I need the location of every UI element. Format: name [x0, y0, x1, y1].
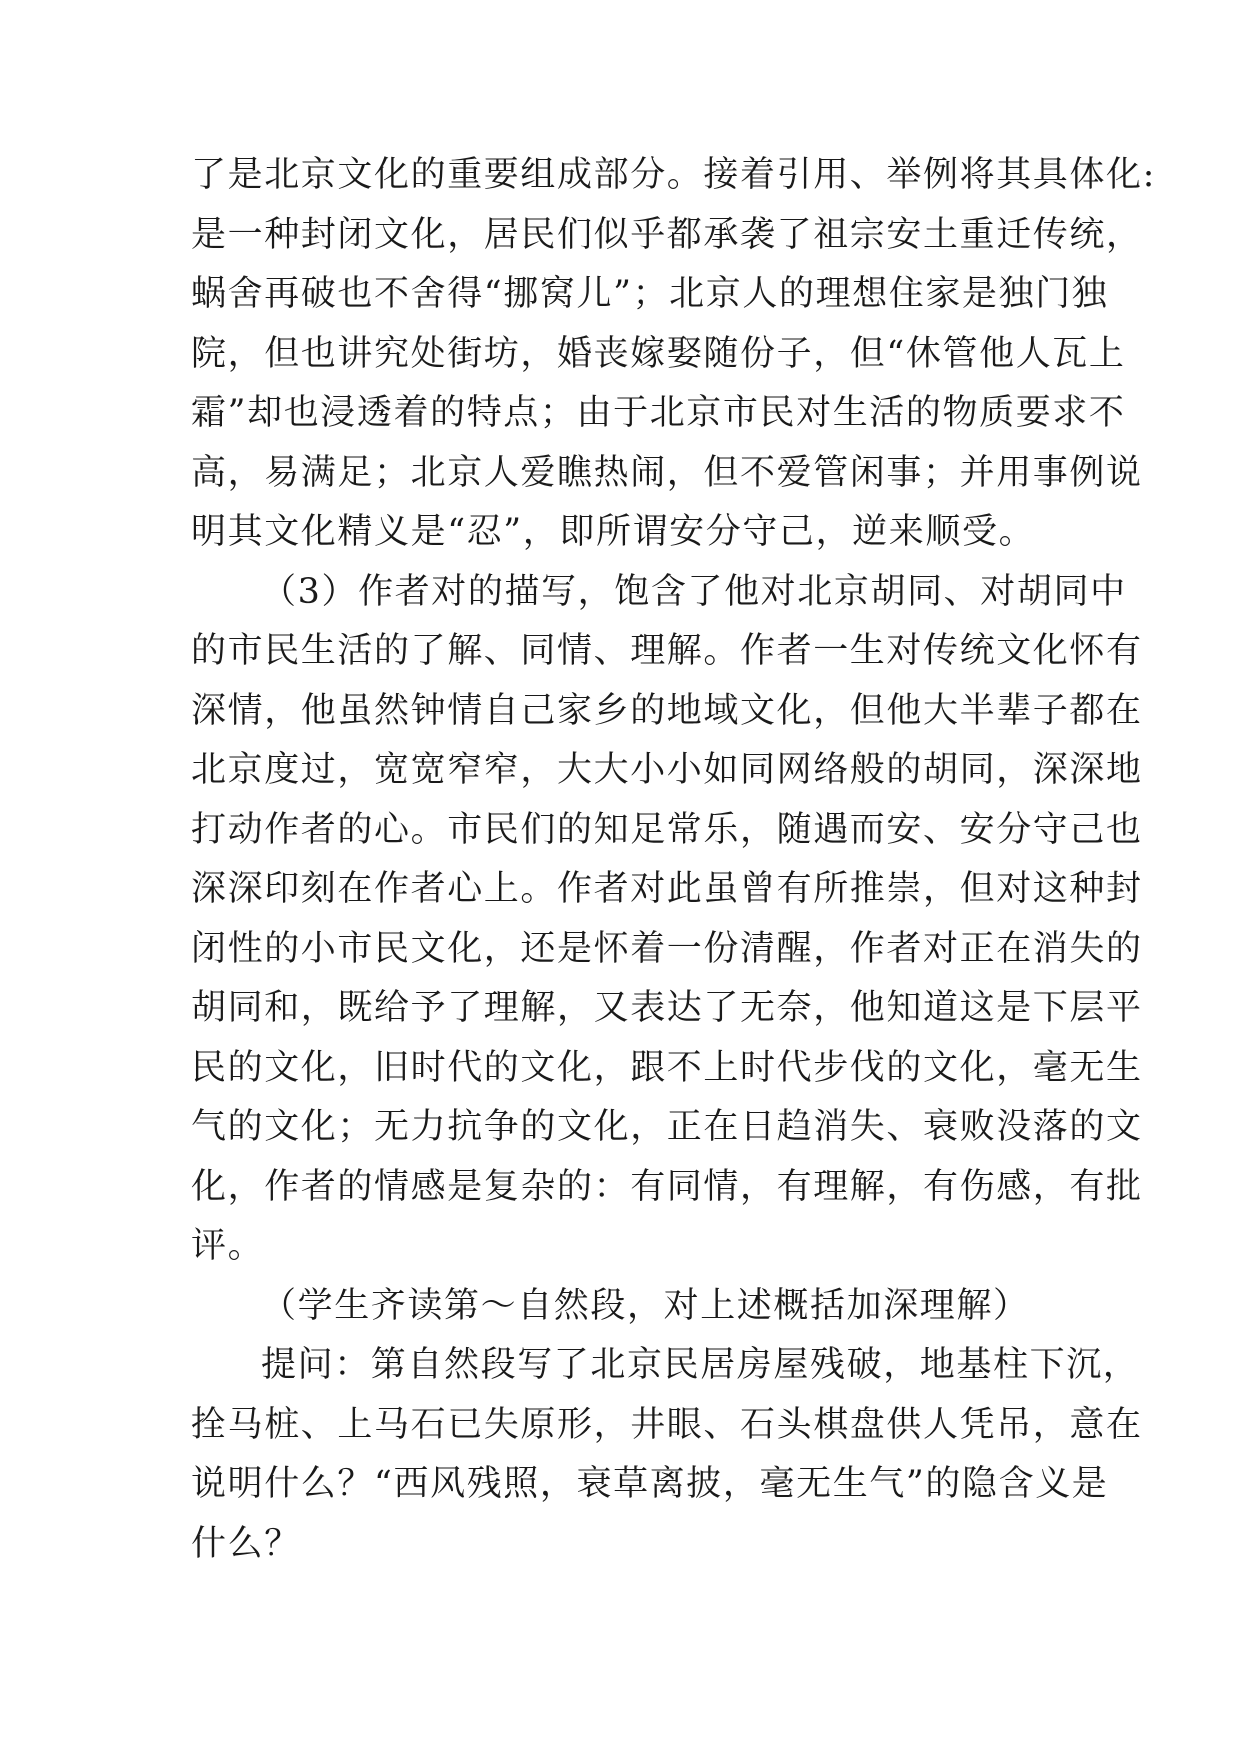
text-line: 说明什么？“西风残照，衰草离披，毫无生气”的隐含义是 [191, 1464, 1109, 1504]
text-line: 蜗舍再破也不舍得“挪窝儿”；北京人的理想住家是独门独 [191, 274, 1109, 314]
text-line: 气的文化；无力抗争的文化，正在日趋消失、衰败没落的文 [191, 1107, 1143, 1147]
text-line: 民的文化，旧时代的文化，跟不上时代步伐的文化，毫无生 [191, 1047, 1143, 1088]
text-line: 北京度过，宽宽窄窄，大大小小如同网络般的胡同，深深地 [191, 750, 1143, 790]
text-line: 化，作者的情感是复杂的：有同情，有理解，有伤感，有批 [191, 1166, 1143, 1207]
text-line: 评。 [191, 1226, 265, 1266]
text-line: 明其文化精义是“忍”，即所谓安分守己，逆来顺受。 [191, 512, 1036, 552]
text-line: 了是北京文化的重要组成部分。接着引用、举例将其具体化: [191, 155, 1156, 195]
body-text [191, 146, 1156, 1574]
text-line: 高，易满足；北京人爱瞧热闹，但不爱管闲事；并用事例说 [191, 452, 1143, 493]
text-line: 的市民生活的了解、同情、理解。作者一生对传统文化怀有 [191, 631, 1143, 671]
text-line: 霜”却也浸透着的特点；由于北京市民对生活的物质要求不 [191, 393, 1126, 433]
text-line: 什么？ [191, 1523, 301, 1564]
text-line: 是一种封闭文化，居民们似乎都承袭了祖宗安土重迁传统， [191, 214, 1143, 255]
text-line: （学生齐读第～自然段，对上述概括加深理解） [261, 1285, 1030, 1326]
text-line: 闭性的小市民文化，还是怀着一份清醒，作者对正在消失的 [191, 928, 1143, 969]
text-line: 打动作者的心。市民们的知足常乐，随遇而安、安分守己也 [191, 809, 1143, 850]
text-line: 胡同和，既给予了理解，又表达了无奈，他知道这是下层平 [191, 988, 1143, 1028]
text-line: 院，但也讲究处街坊，婚丧嫁娶随份子，但“休管他人瓦上 [191, 333, 1126, 374]
text-line: 拴马桩、上马石已失原形，井眼、石头棋盘供人凭吊，意在 [191, 1404, 1143, 1445]
text-line: （3）作者对的描写，饱含了他对北京胡同、对胡同中 [261, 571, 1127, 612]
text-line: 提问：第自然段写了北京民居房屋残破，地基柱下沉， [261, 1345, 1140, 1385]
text-line: 深深印刻在作者心上。作者对此虽曾有所推崇，但对这种封 [191, 869, 1143, 909]
text-line: 深情，他虽然钟情自己家乡的地域文化，但他大半辈子都在 [191, 690, 1143, 731]
